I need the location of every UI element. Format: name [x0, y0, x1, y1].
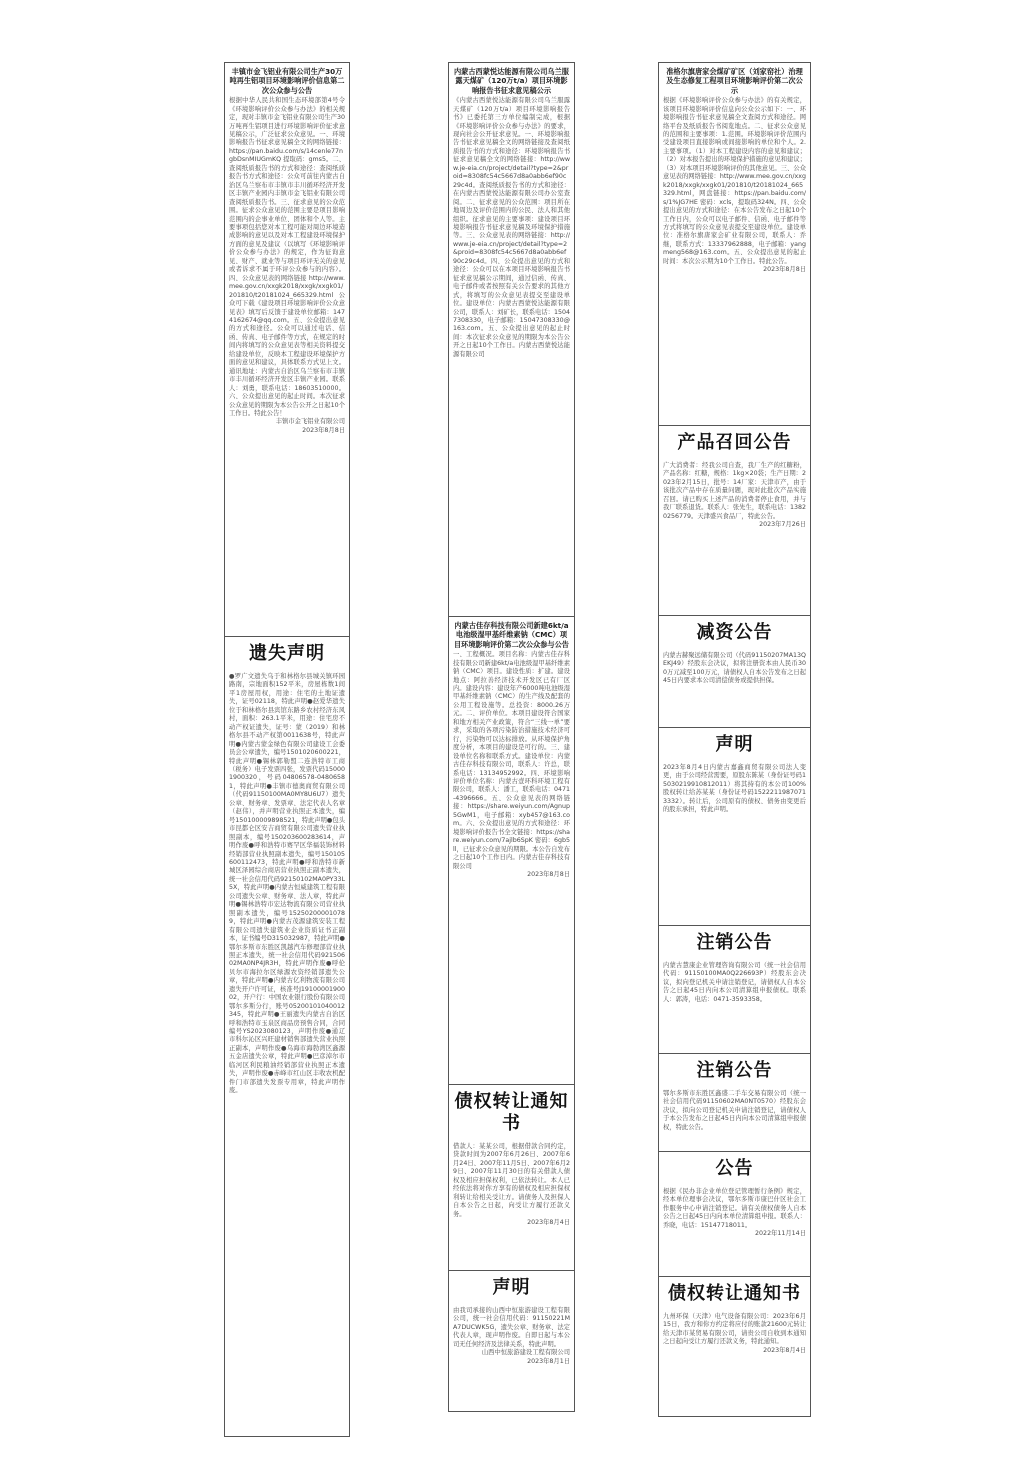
notice-date: 2023年8月8日 [302, 426, 345, 434]
notice-capital-reduction [659, 616, 810, 728]
notice-title: 减资公告 [696, 622, 773, 643]
notice-body: 借款人：某某公司，根据借款合同约定，贷款时间为2007年6月26日、2007年6月24日、2007年11月5日、2007年6月29日、2007年11月30日的有关借款人债权及相应担保权利，已依法转让。本人已经依法将对你方享有的债权及相应担保权利转让给相关受让方。请债务人及担保人自本公告之日起，向受让方履行还款义务。 [453, 1143, 570, 1218]
notice-deregistration-2 [659, 1054, 810, 1152]
notice-title: 丰镇市金飞铝业有限公司生产30万吨再生铝项目环境影响评价信息第二次公众参与公告 [229, 67, 345, 95]
notice-body: 九州环保（天津）电气设备有限公司：2023年6月15日，我方和你方约定将应付的账款21600元转让给天津市某贸易有限公司，请贵公司自收到本通知之日起向受让方履行还款义务，特此通知。 [663, 1313, 806, 1346]
notice-date: 2023年7月26日 [759, 521, 806, 529]
notice-body: 由我司承接的山西中恒旅游建设工程有限公司，统一社会信用代码：91150221MA7DUCWK5G，遗失公章、财务章、法定代表人章，现声明作废。自即日起与本公司无任何经济及法律关系，特此声明。 [453, 1307, 570, 1348]
notice-title: 债权转让通知书 [454, 1091, 569, 1134]
notice-title: 内蒙古西蒙悦达能源有限公司乌兰服露天煤矿（120万t/a）项目环境影响报告书征求意见稿公示 [453, 67, 569, 95]
notice-title: 准格尔旗唐家会煤矿矿区（刘家窑社）治理及生态修复工程项目环境影响评价第二次公示 [666, 67, 803, 95]
notice-body: 内蒙古慧康企业管理咨询有限公司（统一社会信用代码：91150100MA0Q226693P）经股东会决议，拟向登记机关申请注销登记，请债权人自本公告之日起45日内向本公司清算组申报债权。联系人：郭涛，电话：0471-3593358。 [663, 962, 806, 1003]
notice-date: 2023年8月4日 [527, 1219, 570, 1227]
notice-title: 债权转让通知书 [668, 1283, 801, 1304]
notice-date: 2023年8月8日 [527, 871, 570, 878]
notice-body: 一、工程概况。项目名称：内蒙古佳存科技有限公司新建6kt/a电池级湿甲基纤维素钠（CMC）项目。建设性质：扩建。建设地点：阿拉善经济技术开发区已有厂区内。建设内容：建设年产6000吨电池级湿甲基纤维素钠（CMC）的生产线及配套的公用工程设施等。总投资：8000.26万元。二、评价单位。本项目建设符合国家和地方相关产业政策，符合“三线一单”要求，采取的各项污染防治措施技术经济可行，污染物可以达标排放。从环境保护角度分析，本项目的建设是可行的。三、建设单位名称和联系方式。建设单位：内蒙古佳存科技有限公司，联系人：许总，联系电话：13134952992。四、环境影响评价单位名称：内蒙古壹环科环境工程有限公司，联系人：潘工，联系电话：0471-4396666。五、公众意见表的网络链接：https://share.weiyun.com/Agnup5GwM1，电子邮箱：xyb457@163.com。六、公众提出意见的方式和途径：环境影响评价报告书全文链接：https://share.weiyun.com/7ajlb6SpK 密码：6gb5ll，已征求公众意见的期限。本公告自发布之日起10个工作日内。内蒙古佳存科技有限公司 [453, 651, 570, 870]
notice-title: 注销公告 [696, 932, 773, 953]
notice-lost-declaration [225, 637, 349, 1436]
notice-cmc-project-eia [449, 617, 574, 1085]
notice-body: 根据中华人民共和国生态环境部第4号令《环境影响评价公众参与办法》的相关规定，现对丰镇市金飞铝业有限公司生产30万吨再生铝项目进行环境影响评价征求意见稿公示，广泛征求公众意见。一、环境影响报告书征求意见稿全文的网络链接：https://pan.baidu.com/s/14cenle77ngbDsnMIUGmKQ 提取码：gms5。二、查阅纸质报告书的方式和途径：查阅纸质报告书方式和途径：公众可前往内蒙古自治区乌兰察布市丰镇市丰川循环经济开发区丰镇产业园内丰镇市金飞铝业有限公司查阅纸质报告书。三、征求意见的公众范围。征求公众意见的范围主要是项目影响范围内的企事业单位、团体和个人等。主要事项包括您对本工程可能对周边环境造成影响的意见以及对本工程建设环境保护方面的意见及建议（以填写《环境影响评价公众参与办法》的规定，作为征询意见、财产、就业等与项目环评无关的意见或者诉求不属于环评公众参与的内容）。四、公众意见表的网络链接 http://www.mee.gov.cn/xxgk2018/xxgk/xxgk01/201810/t20181024_665329.html 公众可下载《建设项目环境影响评价公众意见表》填写后反馈于建设单位邮箱：1474162674@qq.com。五、公众提出意见的方式和途径。公众可以通过电话、信函、传真、电子邮件等方式，在规定的时间内将填写的公众意见表等相关资料提交给建设单位，反映本工程建设环境保护方面的意见和建议，具体联系方式见上文。通讯地址：内蒙古自治区乌兰察布市丰镇市丰川循环经济开发区丰镇产业园。联系人：刘勇，联系电话：18603510000。六、公众提出意见的起止时间。本次征求公众意见的期限为本公告公开之日起10个工作日。特此公告！ [229, 97, 345, 417]
notice-debt-transfer [449, 1085, 574, 1271]
notice-body: 2023年8月4日内蒙古嘉鑫商贸有限公司法人变更，由于公司经营需要，原股东陈某（身份证号码15030219910812011）将其持有的本公司100%股权转让给苏某某（身份证号码15222119870713332）。转让后，公司原有的债权、债务由变更后的股东承担，特此声明。 [663, 764, 806, 814]
notice-title: 声明 [715, 734, 754, 755]
notice-body: 广大消费者：经我公司自查，我厂生产的红糖粉，产品名称：红糖，规格：1kg×20袋；生产日期：2023年2月15日，批号：14厂家：天津市产，由于该批次产品中存在质量问题，现对此批次产品实施召回。请已购买上述产品的消费者停止食用，并与我厂联系退货。联系人：张先生，联系电话：13820256779。天津盛兴食品厂，特此公告。 [663, 462, 806, 520]
notice-date: 2023年8月1日 [527, 1357, 570, 1365]
notice-date: 2023年8月8日 [763, 266, 806, 274]
notice-signature: 山西中恒旅游建设工程有限公司 [481, 1349, 570, 1357]
notice-mine-restoration-eia [659, 63, 810, 426]
notice-body: 《内蒙古西蒙悦达能源有限公司乌兰服露天煤矿（120万t/a）项目环境影响报告书》已委托第三方单位编制完成，根据《环境影响评价公众参与办法》的要求，现向社会公开征求意见。一、环境影响报告书征求意见稿全文的网络链接及查阅纸质报告书的方式和途径：环境影响报告书征求意见稿全文的网络链接：http://www.je-eia.cn/project/detail?type=2&proid=8308fc54c5667d8a0abb6ef90c29c4d。查阅纸质报告书的方式和途径：在内蒙古西蒙悦达能源有限公司办公室查阅。二、征求意见的公众范围：项目所在地周边及评价范围内的公民、法人和其他组织。征求意见的主要事项：建设项目环境影响报告书征求意见稿及环境保护措施等。三、公众意见表的网络链接：http://www.je-eia.cn/project/detail?type=2&proid=8308fc54c5667d8a0abb6ef90c29c4d。四、公众提出意见的方式和途径：公众可以在本项目环境影响报告书征求意见稿公示期间，通过信函、传真、电子邮件或者按照有关公告要求的其他方式，将填写的公众意见表提交至建设单位。建设单位：内蒙古西蒙悦达能源有限公司，联系人：刘矿长，联系电话：15047308330，电子邮箱：15047308330@163.com。五、公众提出意见的起止时间：本次征求公众意见的期限为本公告公开之日起10个工作日。内蒙古西蒙悦达能源有限公司 [453, 97, 570, 358]
column-2 [448, 62, 575, 1412]
notice-date: 2022年11月14日 [755, 1230, 806, 1238]
notice-declaration [659, 728, 810, 926]
notice-signature: 丰镇市金飞铝业有限公司 [275, 418, 345, 426]
notice-title: 内蒙古佳存科技有限公司新建6kt/a电池级湿甲基纤维素钠（CMC）项目环境影响评价第二次公众参与公告 [453, 621, 569, 649]
column-3 [658, 62, 811, 1417]
notice-declaration [449, 1271, 574, 1411]
notice-deregistration-1 [659, 926, 810, 1054]
notice-coal-mine-eia [449, 63, 574, 617]
notice-title: 公告 [715, 1158, 754, 1179]
notice-title: 声明 [492, 1277, 531, 1298]
notice-body: 内蒙古赫聚远储有限公司（代码91150207MA13QEKJ49）经股东会决议，拟将注册资本由人民币300万元减至100万元，请债权人自本公告发布之日起45日内要求本公司清偿债务或提供担保。 [663, 652, 806, 685]
notice-product-recall [659, 426, 810, 616]
notice-title: 产品召回公告 [677, 432, 792, 453]
notice-body: 根据《环境影响评价公众参与办法》的有关规定，该项目环境影响评价信息向公众公示如下：一、环境影响报告书征求意见稿全文查阅方式和途径。网络平台及纸质报告书阅览地点。二、征求公众意见的范围和主要事项：1.范围。环境影响评价范围内受建设项目直接影响或间接影响的单位和个人。2.主要事项。（1）对本工程建设内容的意见和建议；（2）对本报告提出的环境保护措施的意见和建议；（3）对本项目环境影响评价的其他意见。三、公众意见表的网络链接：http://www.mee.gov.cn/xxgk2018/xxgk/xxgk01/201810/t20181024_665329.html，网盘链接：https://pan.baidu.com/s/1%JG7HE 密码：xcls，提取码324N。四、公众提出意见的方式和途径：在本公告发布之日起10个工作日内，公众可以电子邮件、信函、电子邮件等方式将填写的公众意见表提交至建设单位。建设单位：准格尔旗唐家会矿业有限公司，联系人：乔继，联系方式：13337962888，电子邮箱：yangmeng568@163.com。五、公众提出意见的起止时间：本次公示期为10个工作日。特此公告。 [663, 97, 806, 265]
notice-body: 鄂尔多斯市东胜区鑫盛二手车交易有限公司（统一社会信用代码91150602MA0NT0570）经股东会决议，拟向公司登记机关申请注销登记，请债权人于本公告发布之日起45日内向本公司清算组申报债权，特此公告。 [663, 1090, 806, 1131]
notice-environmental-impact-jinfei [225, 63, 349, 637]
notice-body: ●罗广文遗失乌于和林格尔县城关镇环园路南，宗地面积152平米，房屋栋数1间平1房屋用权，用途：住宅的土地证遗失，证号02118，特此声明●赵爱华遗失位于和林格尔县宾馆东路乡农村经济东风村，面积：263.1平米，用途：住宅房不动产权证遗失，证号：蒙（2019）和林格尔县不动产权第0011638号，特此声明●内蒙古蒙金绿色有限公司建设工会委员会公章遗失，编号1501020600221，特此声明●锡林郭勒盟二连浩特市工商（税务）电子发票四张，发票代码150001900320，号码04806578-04806581，特此声明●丰镇市德奥商贸有限公司（代码91150100MA0MY8U6U7）遗失公章、财务章、发票章、法定代表人名章（赵伟），并声明营业执照正本遗失，编号150100009898521，特此声明●包头市昆都仑区安吉商贸有限公司遗失营业执照副本，编号150203600283614，声明作废●呼和浩特市赛罕区华福装饰材料经销部营业执照副本遗失，编号150105600112473，特此声明●呼和浩特市新城区泽园综合商店营业执照正副本遗失，统一社会信用代码92150102MA0PY33L5X，特此声明●内蒙古恒威建筑工程有限公司遗失公章、财务章、法人章，特此声明●锡林浩特市宏达物流有限公司营业执照副本遗失，编号152502000010789，特此声明●内蒙古茂源建筑安装工程有限公司遗失建筑业企业资质证书正副本，证书编号D315032987，特此声明●鄂尔多斯市东胜区凯越汽车修理部营业执照正本遗失，统一社会信用代码92150602MA0NP4JR3H，特此声明作废●呼伦贝尔市海拉尔区绿源农资经销部遗失公章，特此声明●内蒙古亿利物流有限公司遗失开户许可证，核准号J1910000190002，开户行：中国农业银行股份有限公司鄂尔多斯分行，账号05200101040012345，特此声明●王丽遗失内蒙古自治区呼和浩特市玉泉区商品房预售合同，合同编号YS2023080123，声明作废●通辽市科尔沁区兴旺建材销售部遗失营业执照正副本，声明作废●乌海市海勃湾区鑫源五金店遗失公章，特此声明●巴彦淖尔市临河区利民粮油经销部营业执照正本遗失，声明作废●赤峰市红山区丰收农机配件门市部遗失发票专用章，特此声明作废。 [229, 673, 345, 1095]
column-1 [224, 62, 350, 1437]
notice-date: 2023年8月4日 [763, 1346, 806, 1354]
notice-announcement [659, 1152, 810, 1277]
notice-title: 遗失声明 [249, 643, 325, 664]
notice-debt-transfer [659, 1277, 810, 1416]
notice-title: 注销公告 [696, 1060, 773, 1081]
notice-body: 根据《民办非企业单位登记管理暂行条例》规定，经本单位理事会决议，鄂尔多斯市康巴什区社会工作服务中心申请注销登记。请有关债权债务人自本公告之日起45日内向本单位清算组申报。联系人：乔晓，电话：15147718011。 [663, 1188, 806, 1229]
